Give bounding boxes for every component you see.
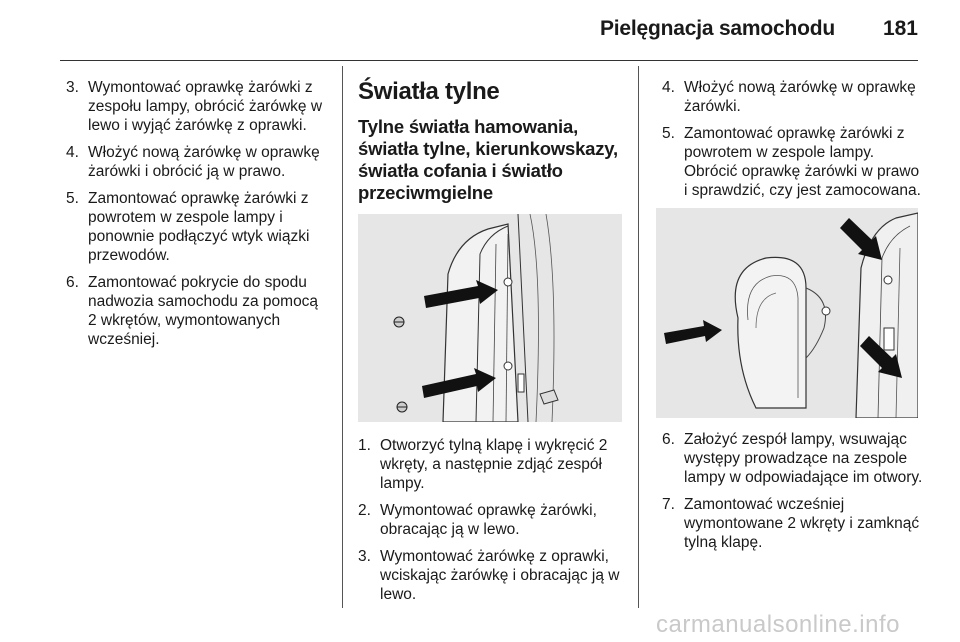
left-column (66, 78, 330, 357)
step-number: 3. (66, 79, 79, 96)
list-item (358, 436, 624, 493)
header-divider (60, 60, 918, 61)
list-item (662, 78, 924, 116)
step-number: 4. (66, 144, 79, 161)
left-steps-list (66, 78, 330, 349)
step-number: 7. (662, 496, 675, 513)
middle-steps-list (358, 436, 624, 604)
step-number: 6. (66, 274, 79, 291)
section-title: Światła tylne (358, 78, 500, 105)
step-number: 5. (662, 125, 675, 142)
list-item (66, 143, 330, 181)
step-text: Wymontować oprawkę żarówki z zespołu lampy, obrócić żarówkę w lewo i wyjąć żarówkę z oprawki. (88, 79, 323, 134)
list-item (662, 124, 924, 200)
column-divider-right (638, 66, 639, 608)
step-number: 6. (662, 431, 675, 448)
list-item (66, 78, 330, 135)
right-steps-list-top (662, 78, 924, 200)
lamp-reinstall-illustration (656, 208, 918, 418)
step-text: Zamontować oprawkę żarówki z powrotem w zespole lampy. Obrócić oprawkę żarówki w prawo i sprawdzić, czy jest zamocowana. (684, 125, 921, 199)
subsection-title: Tylne światła hamowania, światła tylne, kierunkowskazy, światła cofania i światło przeciwmgielne (358, 116, 618, 203)
step-text: Założyć zespół lampy, wsuwając występy prowadzące na zespole lampy w odpowiadające im otwory. (684, 431, 923, 486)
step-number: 4. (662, 79, 675, 96)
step-number: 5. (66, 190, 79, 207)
middle-column (358, 78, 624, 612)
step-text: Włożyć nową żarówkę w oprawkę żarówki. (684, 79, 916, 115)
list-item (66, 273, 330, 349)
step-number: 1. (358, 437, 371, 454)
list-item (358, 501, 624, 539)
step-text: Wymontować żarówkę z oprawki, wciskając żarówkę i obracając ją w lewo. (380, 548, 620, 603)
rear-lamp-screws-illustration (358, 214, 622, 422)
column-divider-left (342, 66, 343, 608)
step-text: Otworzyć tylną klapę i wykręcić 2 wkręty, a następnie zdjąć zespół lampy. (380, 437, 608, 492)
step-text: Zamontować wcześniej wymontowane 2 wkręty i zamknąć tylną klapę. (684, 496, 920, 551)
step-text: Włożyć nową żarówkę w oprawkę żarówki i obrócić ją w prawo. (88, 144, 320, 180)
list-item (662, 495, 924, 552)
step-number: 3. (358, 548, 371, 565)
step-text: Wymontować oprawkę żarówki, obracając ją w lewo. (380, 502, 597, 538)
list-item (662, 430, 924, 487)
list-item (358, 547, 624, 604)
list-item (66, 189, 330, 265)
step-text: Zamontować oprawkę żarówki z powrotem w zespole lampy i ponownie podłączyć wtyk wiązki przewodów. (88, 190, 310, 264)
watermark: carmanualsonline.info (656, 611, 900, 638)
step-number: 2. (358, 502, 371, 519)
right-steps-list-bottom (662, 430, 924, 552)
page-header (0, 0, 960, 66)
header-title: Pielęgnacja samochodu (599, 17, 835, 40)
right-column (662, 78, 924, 560)
page-number: 181 (882, 17, 918, 40)
step-text: Zamontować pokrycie do spodu nadwozia samochodu za pomocą 2 wkrętów, wymontowanych wcześniej. (88, 274, 319, 348)
